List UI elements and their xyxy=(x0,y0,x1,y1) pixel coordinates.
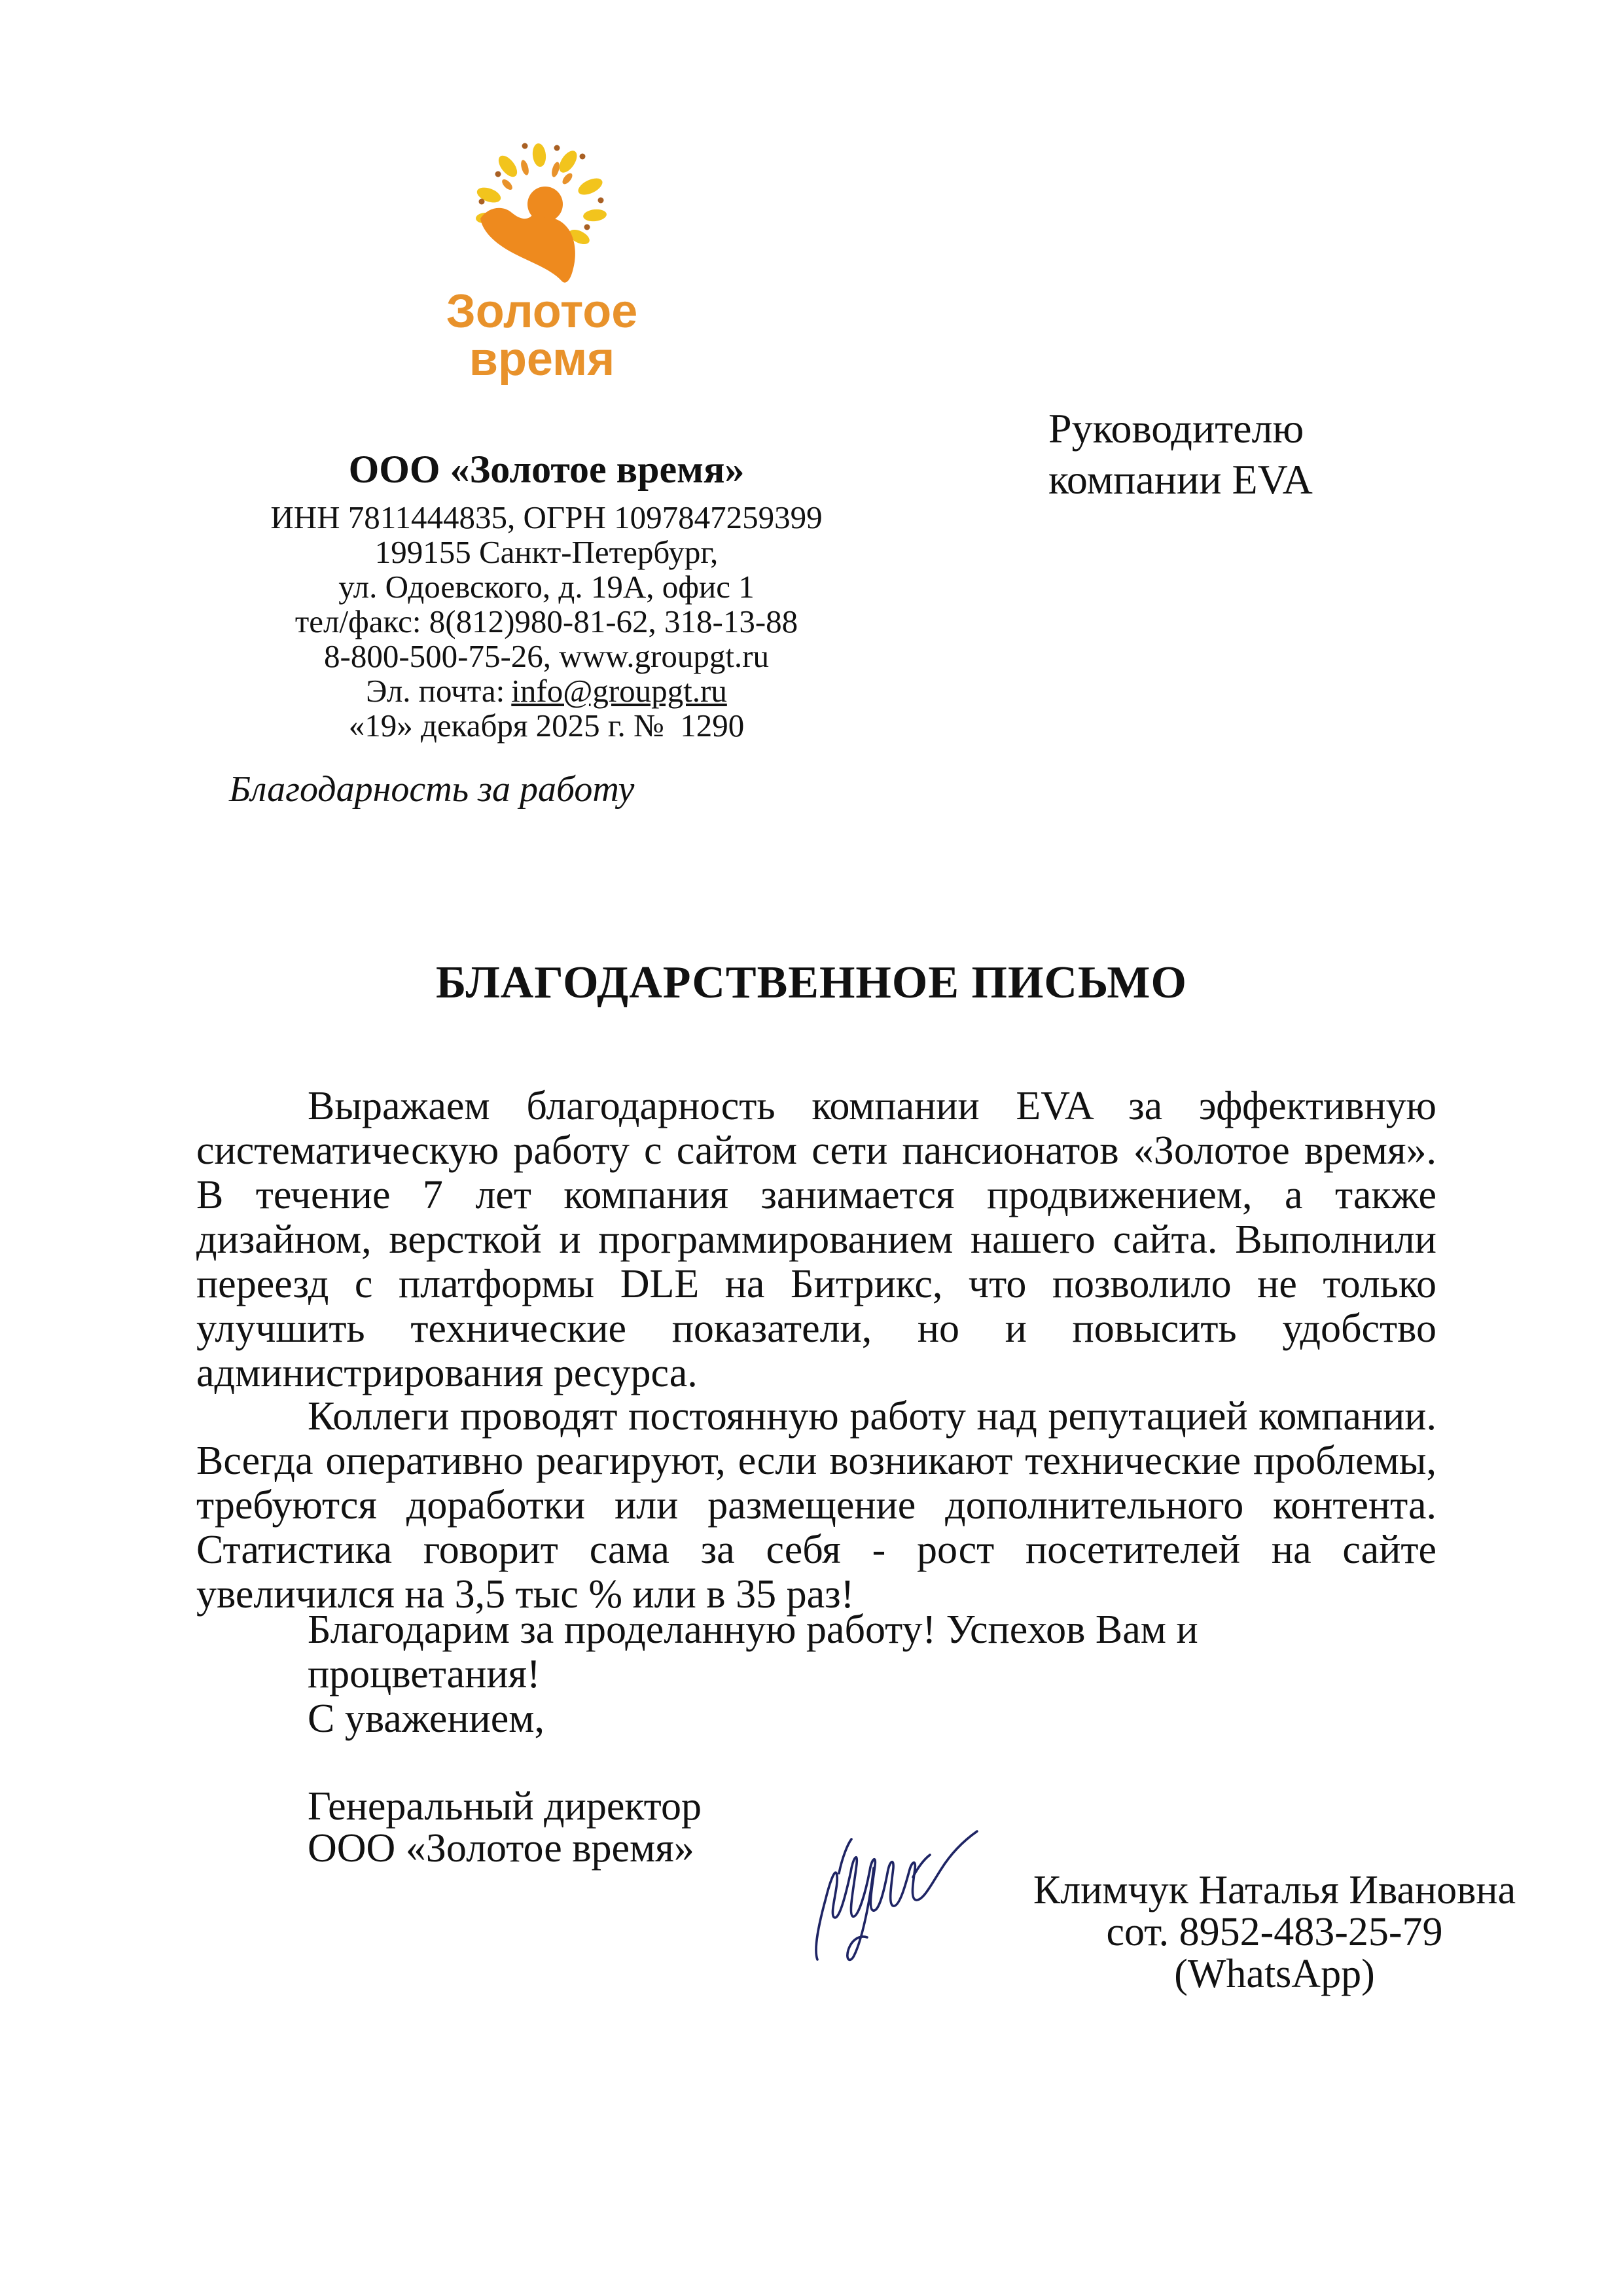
company-phone-fax: тел/факс: 8(812)980-81-62, 318-13-88 xyxy=(294,603,798,639)
logo-wordmark xyxy=(411,285,673,386)
addressee-line1: Руководителю xyxy=(1048,405,1304,452)
letter-title: БЛАГОДАРСТВЕННОЕ ПИСЬМО xyxy=(436,958,1187,1008)
body-paragraph-2: Коллеги проводят постоянную работу над репутацией компании. Всегда оперативно реагируют, если возникают технические проблемы, требуются доработки или размещение дополнительного контента. Статистика говорит сама за себя - рост посетителей на сайте увеличился на 3,5 тыс % или в 35 раз! xyxy=(196,1394,1436,1617)
company-header xyxy=(196,446,897,743)
company-hotline-site: 8-800-500-75-26, www.groupgt.ru xyxy=(324,638,769,674)
letter-date-number: «19» декабря 2025 г. № 1290 xyxy=(348,708,745,744)
handwritten-signature xyxy=(808,1821,982,1970)
signer-name: Климчук Наталья Ивановна xyxy=(1033,1868,1516,1912)
company-city: 199155 Санкт-Петербург, xyxy=(374,534,719,570)
body-paragraph-3: Благодарим за проделанную работу! Успехов Вам и процветания! xyxy=(308,1607,1198,1696)
signer-phone: сот. 8952-483-25-79 (WhatsApp) xyxy=(1106,1910,1443,1996)
email-label: Эл. почта: xyxy=(366,673,505,709)
email-link[interactable]: info@groupgt.ru xyxy=(511,673,727,709)
signer-block xyxy=(1021,1869,1528,1995)
signer-position-line1: Генеральный директор xyxy=(308,1784,702,1829)
logo-wordmark-line1: Золотое xyxy=(446,285,638,338)
company-email-line xyxy=(196,673,897,708)
signer-position-line2: ООО «Золотое время» xyxy=(308,1826,694,1871)
logo-sun-hand-icon xyxy=(470,139,613,291)
addressee-block xyxy=(1048,403,1313,505)
body-paragraph-1: Выражаем благодарность компании EVA за эффективную систематическую работу с сайтом сети пансионатов «Золотое время». В течение 7 лет компания занимается продвижением, а также дизайном, версткой и программированием нашего сайта. Выполнили переезд с платформы DLE на Битрикс, что позволило не только улучшить технические показатели, но и повысить удобство администрирования ресурса. xyxy=(196,1084,1436,1395)
logo-wordmark-line2: время xyxy=(469,333,615,386)
subject-line: Благодарность за работу xyxy=(229,769,635,810)
addressee-line2: компании EVA xyxy=(1048,456,1313,503)
closing-line: С уважением, xyxy=(308,1696,544,1741)
company-inn-ogrn: ИНН 7811444835, ОГРН 1097847259399 xyxy=(270,499,823,535)
company-street: ул. Одоевского, д. 19А, офис 1 xyxy=(338,569,755,605)
company-name: ООО «Золотое время» xyxy=(348,448,745,491)
